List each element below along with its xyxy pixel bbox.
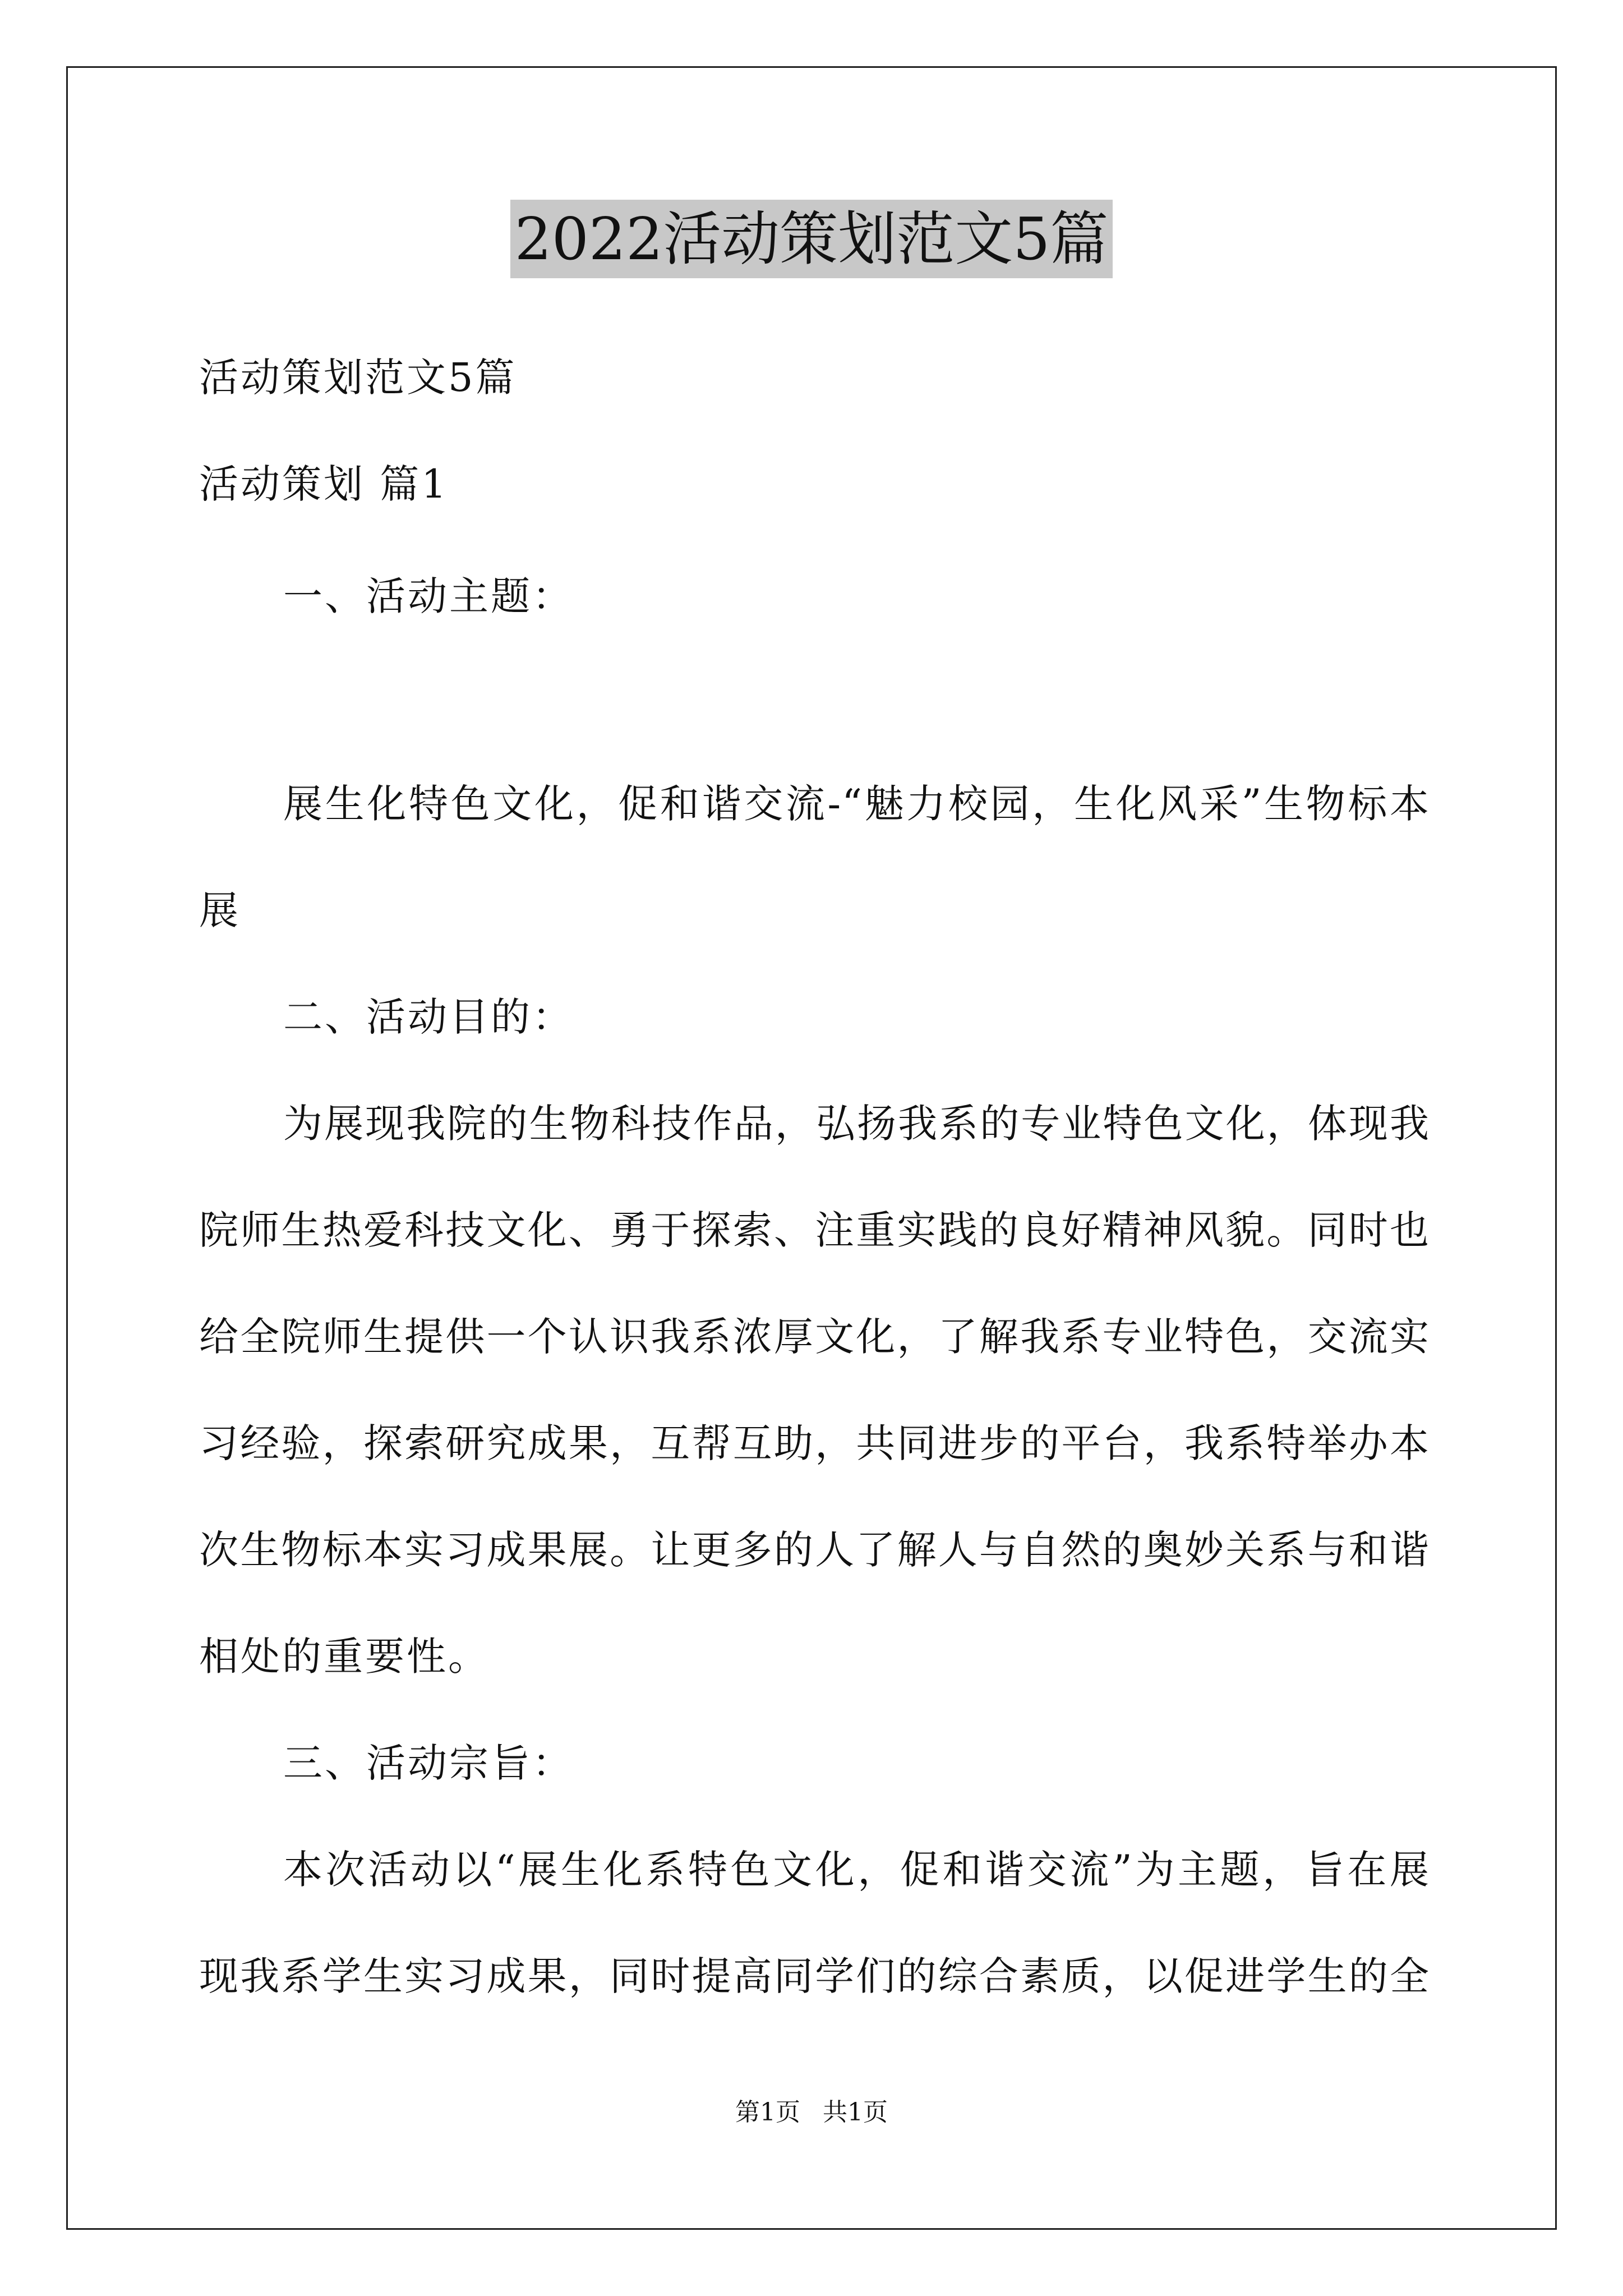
- paragraph-line: 展生化特色文化，促和谐交流-“魅力校园，生化风采”生物标本: [283, 781, 1430, 827]
- list-heading: 一、活动主题：: [283, 573, 574, 619]
- paragraph-line: 习经验，探索研究成果，互帮互助，共同进步的平台，我系特举办本: [199, 1420, 1430, 1466]
- page-number: 第1页: [735, 2098, 800, 2127]
- document-title: 2022活动策划范文5篇: [510, 200, 1113, 278]
- list-heading: 三、活动宗旨：: [283, 1740, 574, 1786]
- paragraph-line: 展: [199, 887, 241, 933]
- paragraph-line: 相处的重要性。: [199, 1634, 490, 1680]
- paragraph-line: 本次活动以“展生化系特色文化，促和谐交流”为主题，旨在展: [283, 1847, 1430, 1893]
- page-footer: [0, 2097, 1623, 2128]
- subtitle-line: 活动策划范文5篇: [199, 355, 517, 401]
- paragraph-line: 为展现我院的生物科技作品，弘扬我系的专业特色文化，体现我: [283, 1101, 1430, 1147]
- paragraph-line: 院师生热爱科技文化、勇于探索、注重实践的良好精神风貌。同时也: [199, 1207, 1430, 1253]
- paragraph-line: 现我系学生实习成果，同时提高同学们的综合素质，以促进学生的全: [199, 1953, 1430, 1999]
- paragraph-line: 次生物标本实习成果展。让更多的人了解人与自然的奥妙关系与和谐: [199, 1527, 1430, 1573]
- title-container: [0, 200, 1623, 278]
- paragraph-line: 给全院师生提供一个认识我系浓厚文化，了解我系专业特色，交流实: [199, 1314, 1430, 1360]
- list-heading: 二、活动目的：: [283, 994, 574, 1040]
- page-total: 共1页: [823, 2098, 888, 2127]
- section-heading: 活动策划 篇1: [199, 461, 449, 507]
